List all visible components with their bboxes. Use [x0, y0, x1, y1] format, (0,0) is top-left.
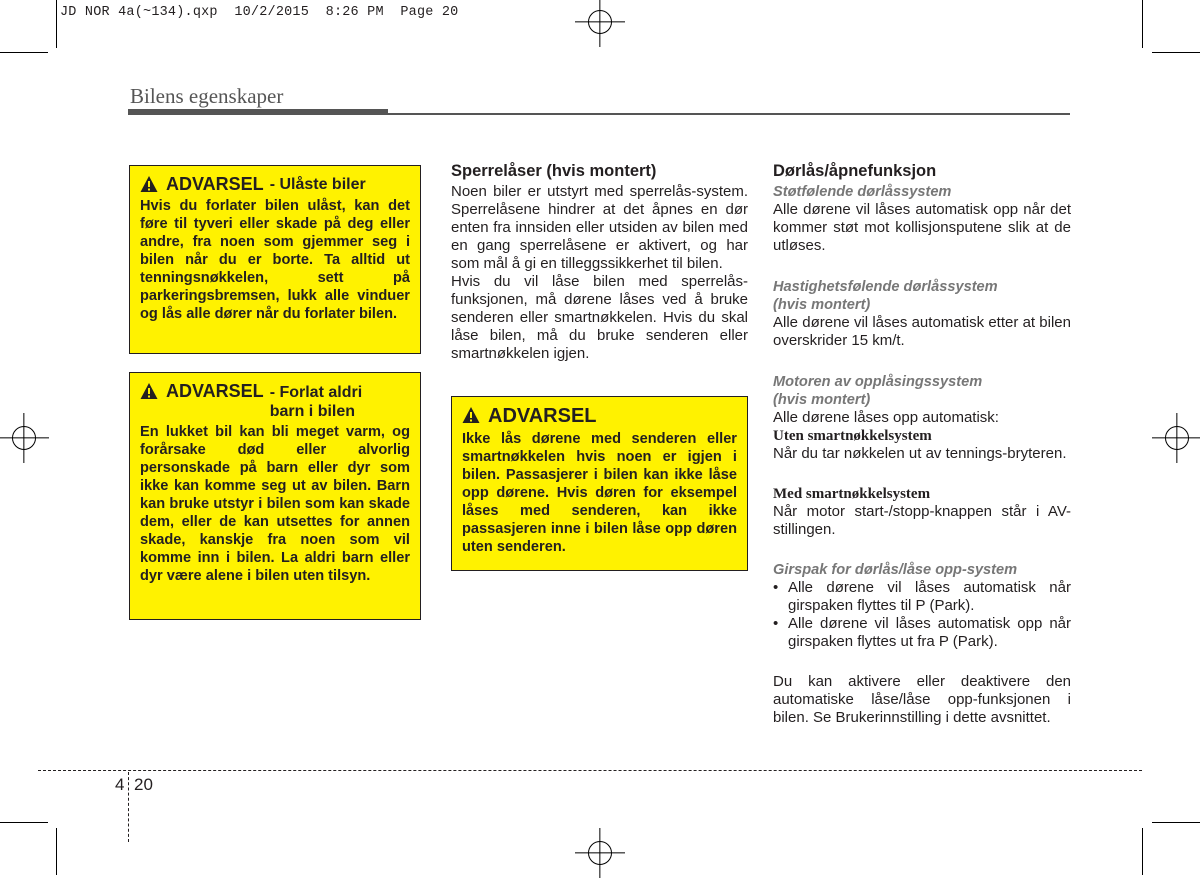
header-rule-thick: [128, 109, 388, 115]
subheading: Girspak for dørlås/låse opp-system: [773, 562, 1018, 578]
warning-title: - Ulåste biler: [269, 176, 366, 193]
warning-label: ADVARSEL: [488, 405, 597, 427]
minor-heading: Uten smartnøkkelsystem: [773, 428, 932, 444]
column-middle: [451, 162, 748, 363]
footer-dashed-divider: [128, 772, 129, 842]
paragraph: Når motor start-/stopp-knappen står i AV-stillingen.: [773, 503, 1071, 538]
header-rule-thin: [388, 113, 1070, 115]
subheading: (hvis montert): [773, 392, 871, 408]
crop-mark: [56, 0, 57, 48]
warning-box-unlocked-cars: [129, 165, 421, 354]
crop-mark: [0, 52, 48, 53]
warning-title-line2: barn i bilen: [269, 403, 356, 420]
paragraph: Når du tar nøkkelen ut av tennings-bryteren.: [773, 445, 1067, 462]
warning-body: En lukket bil kan bli meget varm, og forårsake død eller alvorlig personskade på barn eller dyr som ikke kan komme seg ut av bilen. Barn kan bruke utstyr i bilen som kan skade dem, eller de kan utsettes for annen skade, kanskje fra noen som vil komme inn i bilen. La aldri barn eller dyr være alene i bilen uten tilsyn.: [140, 424, 410, 584]
footer-dashed-rule: [38, 770, 1142, 771]
crop-mark: [1142, 0, 1143, 48]
paragraph: Du kan aktivere eller deaktivere den automatiske låse/låse opp-funksjonen i bilen. Se Brukerinnstilling i dette avsnittet.: [773, 673, 1071, 726]
registration-mark: [12, 426, 36, 450]
warning-body: Ikke lås dørene med senderen eller smartnøkkelen hvis noen er igjen i bilen. Passasjerer i bilen kan ikke låse opp dørene. Hvis døren for eksempel låses med senderen, kan ikke passasjeren inne i bilen låse opp døren uten senderen.: [462, 431, 737, 555]
page-title: Bilens egenskaper: [130, 84, 284, 108]
print-slug: JD NOR 4a(~134).qxp 10/2/2015 8:26 PM Page 20: [60, 5, 459, 20]
crop-mark: [1142, 828, 1143, 875]
chapter-number: 4: [115, 775, 125, 794]
paragraph: Alle dørene vil låses automatisk etter at bilen overskrider 15 km/t.: [773, 314, 1071, 349]
registration-mark: [588, 841, 612, 865]
subheading: Støtfølende dørlåssystem: [773, 184, 952, 200]
registration-mark: [1165, 426, 1189, 450]
section-heading: Sperrelåser (hvis montert): [451, 162, 657, 180]
column-right: [773, 162, 1071, 727]
crop-mark: [1152, 52, 1200, 53]
warning-label: ADVARSEL: [166, 174, 264, 194]
warning-title-line1: - Forlat aldri: [269, 384, 363, 401]
paragraph: Alle dørene vil låses automatisk opp når det kommer støt mot kollisjonsputene slik at de utløses.: [773, 201, 1071, 254]
list-item: • Alle dørene vil låses automatisk opp når girspaken flyttes ut fra P (Park).: [773, 615, 1071, 651]
crop-mark: [56, 828, 57, 875]
paragraph: Alle dørene låses opp automatisk:: [773, 409, 999, 426]
warning-triangle-icon: [462, 406, 480, 424]
subheading: (hvis montert): [773, 297, 871, 313]
crop-mark: [1152, 822, 1200, 823]
warning-triangle-icon: [140, 382, 158, 400]
warning-label: ADVARSEL: [166, 381, 264, 401]
warning-box-sender: [451, 396, 748, 571]
paragraph: Noen biler er utstyrt med sperrelås-system. Sperrelåsene hindrer at det åpnes en dør enten fra innsiden eller utsiden av bilen med en gang sperrelåsene er aktivert, og har som mål å gi en tilleggssikkerhet til bilen.: [451, 183, 748, 272]
warning-body: Hvis du forlater bilen ulåst, kan det føre til tyveri eller skade på deg eller andre, fra noen som gjemmer seg i bilen når du er borte. Ta alltid ut tenningsnøkkelen, sett på parkeringsbremsen, lukk alle vinduer og lås alle dører når du forlater bilen.: [140, 198, 410, 322]
bullet-list: [773, 579, 1071, 651]
registration-mark: [588, 10, 612, 34]
warning-box-children: [129, 372, 421, 620]
section-heading: Dørlås/åpnefunksjon: [773, 162, 937, 180]
page-number: 20: [134, 775, 153, 794]
subheading: Motoren av opplåsingssystem: [773, 374, 983, 390]
minor-heading: Med smartnøkkelsystem: [773, 486, 931, 502]
warning-triangle-icon: [140, 175, 158, 193]
crop-mark: [0, 822, 48, 823]
list-item: • Alle dørene vil låses automatisk når girspaken flyttes til P (Park).: [773, 579, 1071, 615]
subheading: Hastighetsfølende dørlåssystem: [773, 279, 998, 295]
paragraph: Hvis du vil låse bilen med sperrelås-funksjonen, må dørene låses ved å bruke senderen eller smartnøkkelen. Hvis du skal låse bilen, må du bruke senderen eller smartnøkkelen igjen.: [451, 273, 748, 362]
